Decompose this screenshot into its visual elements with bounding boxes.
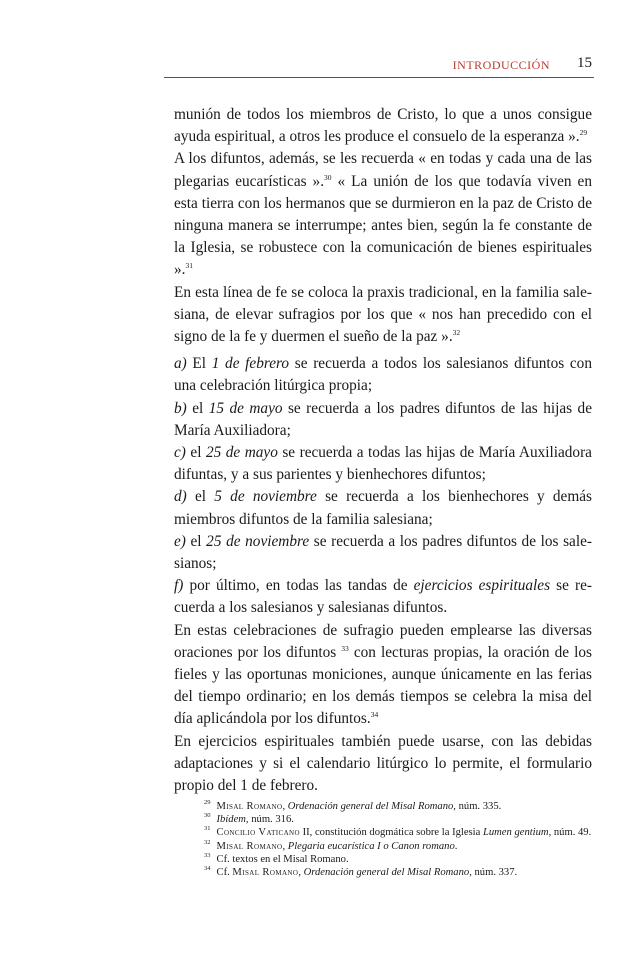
running-header xyxy=(164,55,594,78)
footnote-ref[interactable]: 29 xyxy=(579,128,588,138)
footnote: $^{32}$ Misal Romano, Plegaria eucarística I o Canon romano. xyxy=(204,838,458,852)
footnotes xyxy=(174,800,592,879)
item-letter: d) xyxy=(174,488,187,506)
footnote-ref[interactable]: 30 xyxy=(324,172,332,182)
footnote: $^{29}$ Misal Romano, Ordenación general del Misal Romano, núm. 335. xyxy=(204,799,502,812)
paragraph: En esta línea de fe se coloca la praxis tradicional, en la familia salesiana, de elevar sufragios por los que « nos han precedido con el signo de la fe y duermen el sueño de la paz ».$^{32}$ xyxy=(174,283,592,346)
list-item: c) el 25 de mayo se recuerda a todas las hijas de María Auxiliadora difuntas, y a sus parientes y bienhechores difuntos; xyxy=(174,444,592,484)
item-letter: a) xyxy=(174,355,187,373)
paragraph: munión de todos los miembros de Cristo, lo que a unos consigue ayuda espiritual, a otros les produce el consuelo de la esperanza ».$^{29}$ xyxy=(174,106,592,146)
list-item: e) el 25 de noviembre se recuerda a los padres difuntos de los salesianos; xyxy=(174,532,592,573)
footnote-author: Misal Romano xyxy=(232,867,299,879)
item-date: 1 de febrero xyxy=(211,355,290,373)
footnote-title: Lumen gentium xyxy=(482,827,549,839)
item-letter: b) xyxy=(174,399,187,417)
footnote-ref[interactable]: 32 xyxy=(452,328,461,338)
item-date: 5 de noviembre xyxy=(214,488,317,506)
footnote-title: Ordenación general del Misal Romano xyxy=(303,867,470,879)
footnote: $^{33}$ Cf. textos en el Misal Romano. xyxy=(204,851,349,865)
main-text xyxy=(174,104,592,797)
footnote-author: Misal Romano xyxy=(216,840,283,852)
footnote-author: Misal Romano xyxy=(216,801,283,812)
list-item: a) El 1 de febrero se recuerda a todos los salesianos difuntos con una celebración litúrgica propia; xyxy=(174,355,592,395)
paragraph: En estas celebraciones de sufragio pueden emplearse las diversas oraciones por los difuntos $^{33}$ con lecturas propias, la oración de los fieles y las oportunas moniciones, aunque únicamente en las ferias del tiempo ordinario; en los demás tiempos se celebra la misa del día aplicándola por los difuntos.$^{34}$ xyxy=(174,621,592,728)
section-title: INTRODUCCIÓN xyxy=(452,58,550,72)
item-date: 15 de mayo xyxy=(208,399,283,417)
footnote-title: Ibídem xyxy=(216,814,246,826)
footnote-author: Concilio Vaticano xyxy=(216,827,300,839)
item-letter: e) xyxy=(174,532,186,550)
footnote-ref[interactable]: 31 xyxy=(185,261,193,271)
item-letter: c) xyxy=(174,444,186,462)
footnote-ref[interactable]: 33 xyxy=(341,643,349,653)
footnote-ref[interactable]: 34 xyxy=(370,710,379,720)
item-date: 25 de mayo xyxy=(205,444,278,462)
paragraph: En ejercicios espirituales también puede usarse, con las debidas adaptaciones y si el calendario litúrgico lo permite, el formulario propio del 1 de febrero. xyxy=(174,732,592,795)
paragraph: A los difuntos, además, se les recuerda « en todas y cada una de las plegarias eucarísticas ».$^{30}$ « La unión de los que todavía viven en esta tierra con los hermanos que se durmieron en la paz de Cristo de ninguna manera se interrumpe; antes bien, según la fe constante de la Iglesia, se robustece con la comunicación de bienes espirituales ».$^{31}$ xyxy=(174,150,592,279)
item-letter: f) xyxy=(174,577,184,595)
item-emphasis: ejercicios espirituales xyxy=(413,577,551,595)
footnote: $^{30}$ Ibídem, núm. 316. xyxy=(204,812,294,826)
list-item: f) por último, en todas las tandas de ejercicios espirituales se recuerda a los salesianos y salesianas difuntos. xyxy=(174,577,592,617)
footnote-title: Plegaria eucarística I o Canon romano xyxy=(287,840,455,852)
page-number: 15 xyxy=(577,55,592,71)
list-item: d) el 5 de noviembre se recuerda a los bienhechores y demás miembros difuntos de la familia salesiana; xyxy=(174,488,592,528)
list-item: b) el 15 de mayo se recuerda a los padres difuntos de las hijas de María Auxiliadora; xyxy=(174,399,592,439)
item-date: 25 de noviembre xyxy=(206,532,310,550)
footnote-title: Ordenación general del Misal Romano xyxy=(287,801,454,812)
footnote: $^{31}$ Concilio Vaticano II, constitución dogmática sobre la Iglesia Lumen gentium, núm. 49. xyxy=(204,825,592,839)
footnote: $^{34}$ Cf. Misal Romano, Ordenación general del Misal Romano, núm. 337. xyxy=(204,865,518,879)
